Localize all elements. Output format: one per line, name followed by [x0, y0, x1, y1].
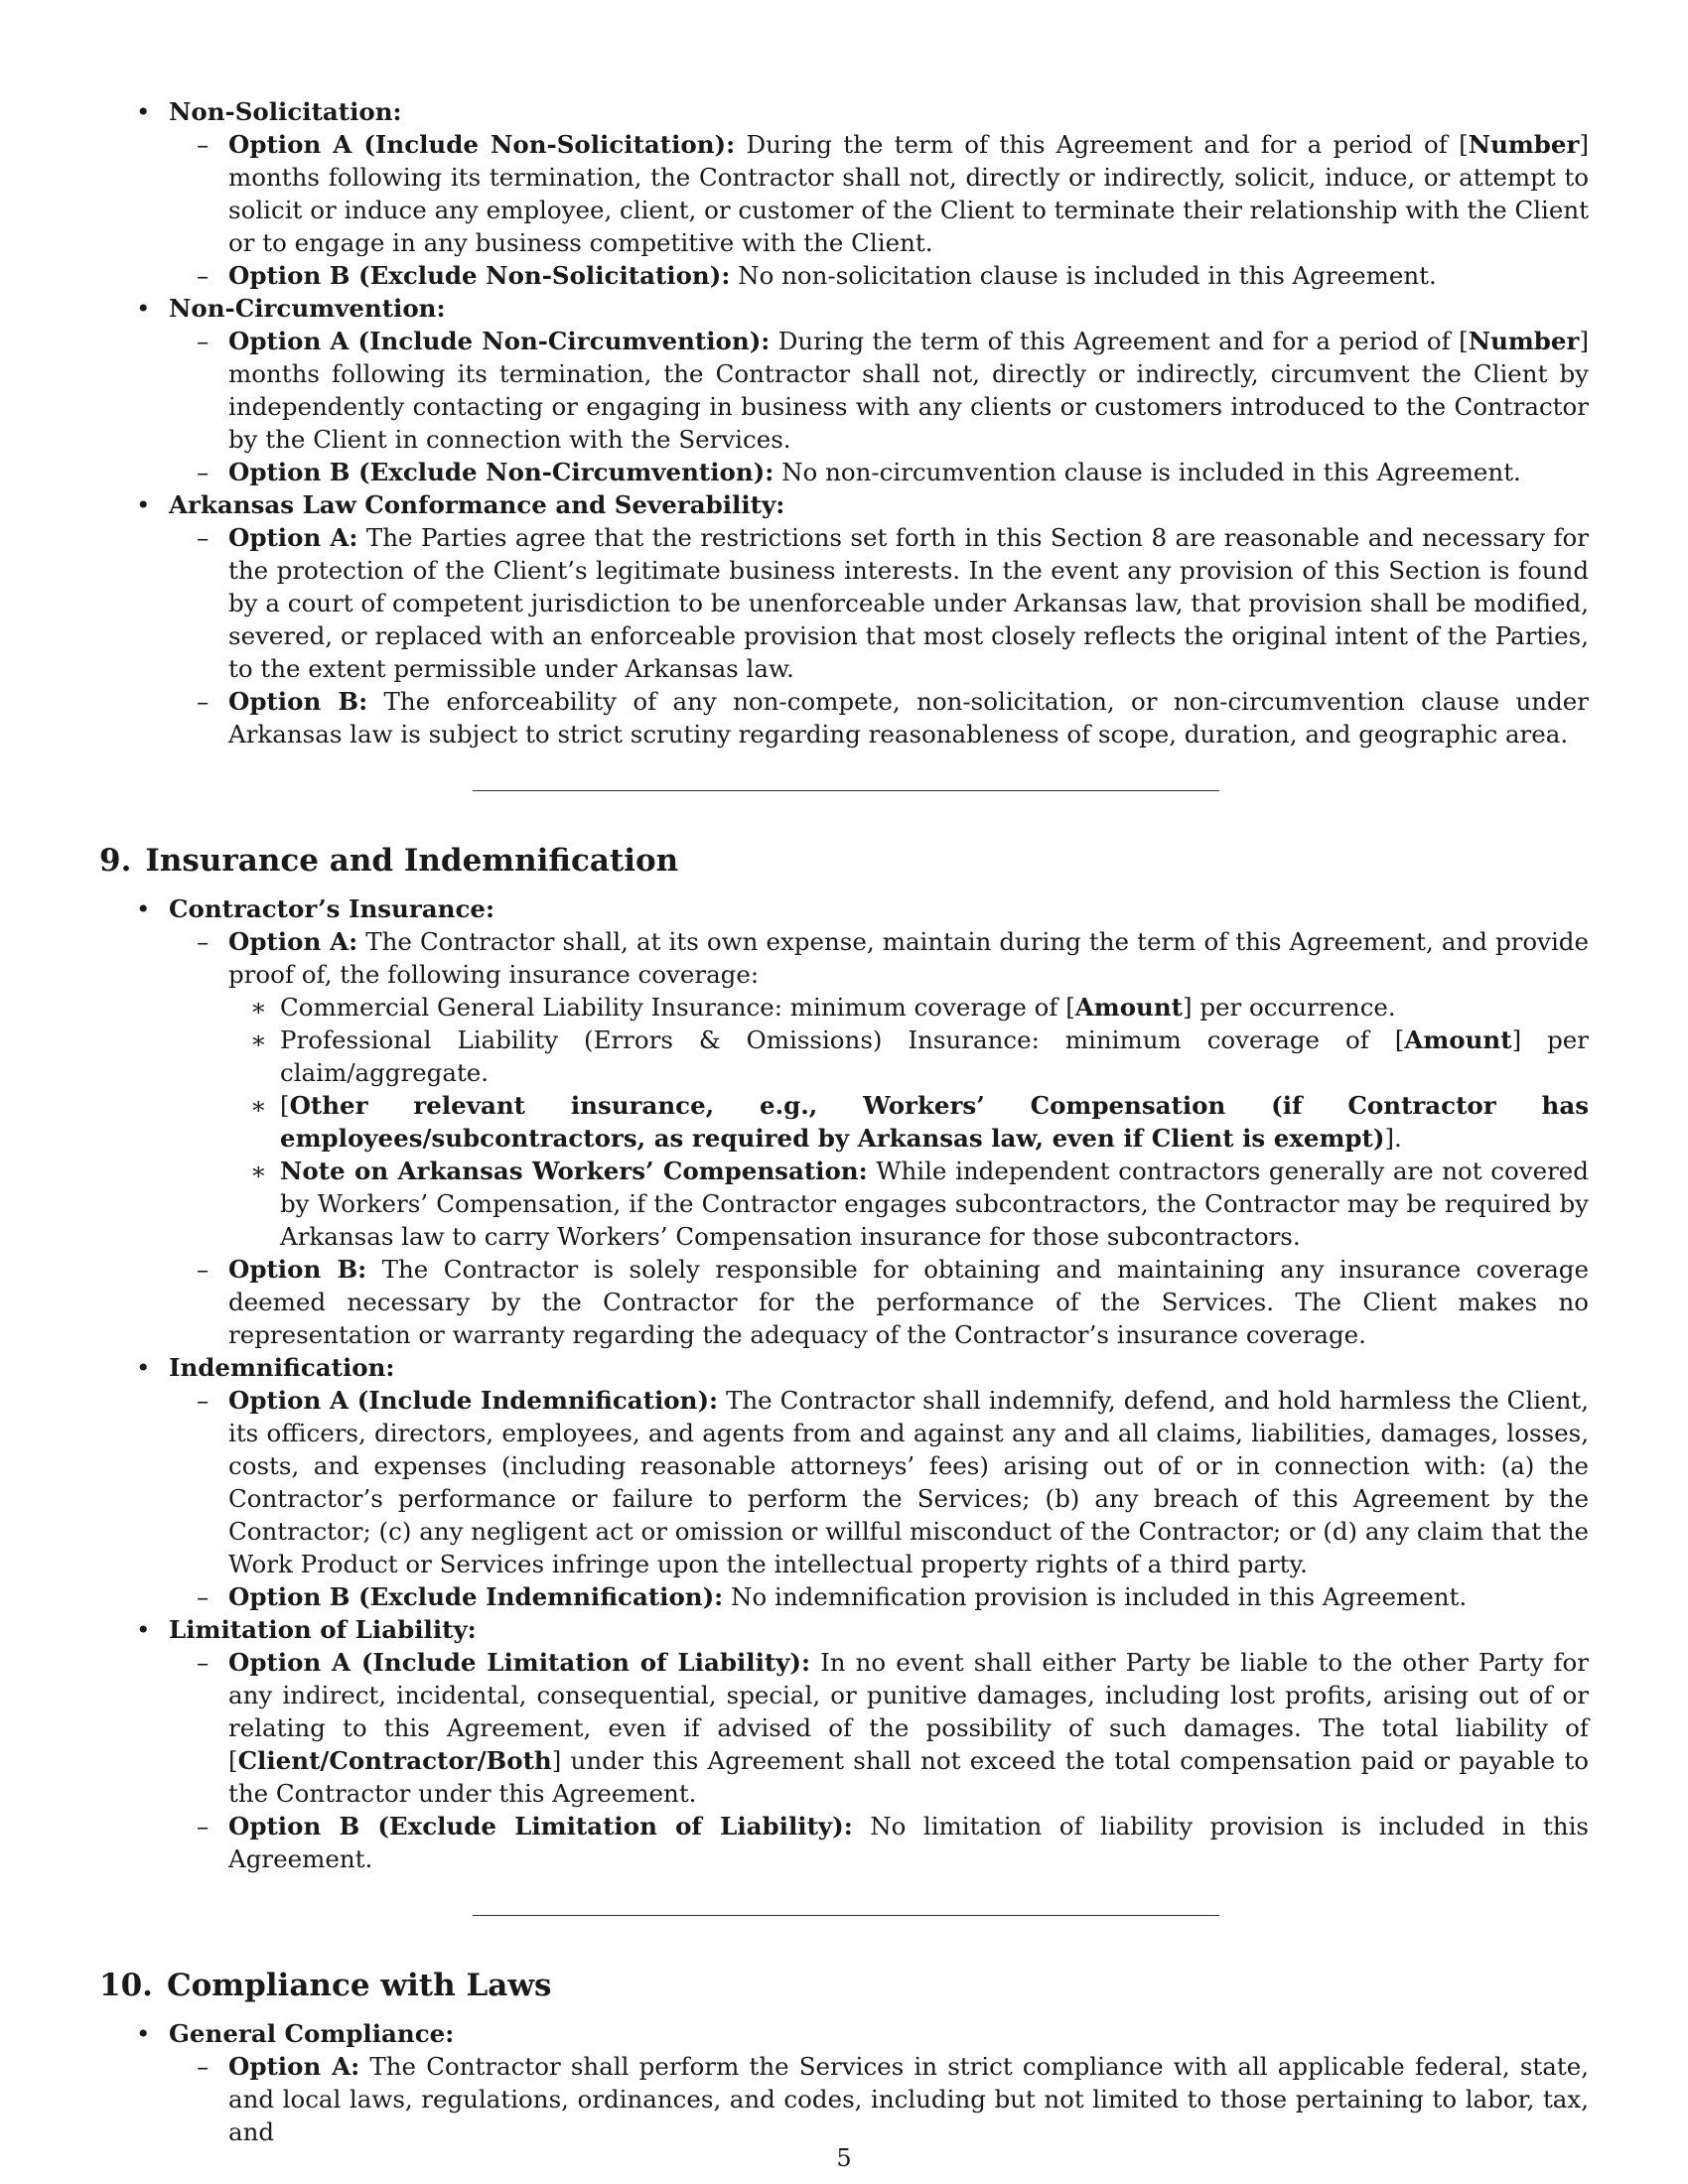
option-text: The Contractor shall perform the Services in strict compliance with all applicable federal, state, and local laws, regulations, ordinances, and codes, including but not limited to those pertaining to labor, tax, and — [228, 2052, 1589, 2146]
option-label: Option B (Exclude Non-Solicitation): — [228, 261, 731, 290]
option-a-item — [99, 1384, 1589, 1580]
section-8-list — [99, 95, 1589, 751]
bullet-marker: • — [136, 294, 151, 323]
option-label: Option A (Include Non-Circumvention): — [228, 327, 771, 355]
option-label: Option A (Include Indemnification): — [228, 1386, 719, 1415]
dash-marker: – — [197, 687, 210, 716]
option-text: No limitation of liability provision is included in this Agreement. — [228, 1812, 1589, 1873]
placeholder-field: Amount — [1404, 1025, 1512, 1054]
section-number: 9. — [99, 843, 132, 879]
dash-marker: – — [197, 1255, 210, 1284]
star-marker: ∗ — [250, 1091, 267, 1120]
option-a-item — [99, 1646, 1589, 1810]
option-label: Option A: — [228, 2052, 360, 2081]
star-marker: ∗ — [250, 993, 267, 1022]
section-9-heading — [99, 841, 1589, 881]
option-text: The Contractor shall indemnify, defend, and hold harmless the Client, its officers, directors, employees, and agents from and against any and all claims, liabilities, damages, losses, costs, and expenses (including reasonable attorneys’ fees) arising out of or in connection with: (a) the Contractor’s performance or failure to perform the Services; (b) any breach of this Agreement by the Contractor; (c) any negligent act or omission or willful misconduct of the Contractor; or (d) any claim that the Work Product or Services infringe upon the intellectual property rights of a third party. — [228, 1386, 1590, 1578]
page-number: 5 — [836, 2144, 852, 2172]
placeholder-field: Number — [1468, 130, 1580, 159]
option-text: No non-solicitation clause is included in this Agreement. — [730, 261, 1437, 290]
option-label: Option B (Exclude Limitation of Liability): — [228, 1812, 853, 1841]
option-text: No indemnification provision is included in this Agreement. — [723, 1582, 1468, 1611]
placeholder-field: Other relevant insurance, e.g., Workers’ Compensation (if Contractor has employees/subcontractors, as required by Arkansas law, even if Client is exempt) — [280, 1091, 1589, 1153]
note-label: Note on Arkansas Workers’ Compensation: — [280, 1157, 868, 1185]
coverage-text: ] per occurrence. — [1183, 993, 1396, 1022]
star-marker: ∗ — [250, 1025, 267, 1054]
option-a-item — [99, 128, 1589, 259]
coverage-text: ] per claim/aggregate. — [280, 1025, 1589, 1087]
option-text: The enforceability of any non-compete, non-solicitation, or non-circumvention clause under Arkansas law is subject to strict scrutiny regarding reasonableness of scope, duration, and geographic area. — [228, 687, 1589, 749]
option-label: Option B (Exclude Indemnification): — [228, 1582, 724, 1611]
option-b-item — [99, 456, 1589, 488]
non-circumvention-title: Non-Circumvention: — [169, 294, 446, 323]
indemnification-title: Indemnification: — [169, 1353, 395, 1382]
placeholder-field: Client/Contractor/Both — [237, 1746, 552, 1775]
bullet-marker: • — [136, 1353, 151, 1382]
option-label: Option B: — [228, 687, 368, 716]
option-b-item — [99, 1253, 1589, 1351]
option-a-item — [99, 521, 1589, 685]
bullet-marker: • — [136, 894, 151, 923]
section-title: Insurance and Indemnification — [145, 843, 679, 879]
bullet-marker: • — [136, 1615, 151, 1644]
section-10-heading — [99, 1966, 1589, 2005]
option-text: The Parties agree that the restrictions set forth in this Section 8 are reasonable and necessary for the protection of the Client’s legitimate business interests. In the event any provision of this Section is found by a court of competent jurisdiction to be unenforceable under Arkansas law, that provision shall be modified, severed, or replaced with an enforceable provision that most closely reflects the original intent of the Parties, to the extent permissible under Arkansas law. — [228, 523, 1589, 683]
dash-marker: – — [197, 261, 210, 290]
option-text: ] months following its termination, the Contractor shall not, directly or indirectly, solicit, induce, or attempt to solicit or induce any employee, client, or customer of the Client to terminate their relationship with the Client or to engage in any business competitive with the Client. — [228, 130, 1589, 257]
dash-marker: – — [197, 1386, 210, 1415]
option-label: Option A: — [228, 523, 358, 552]
arkansas-law-title: Arkansas Law Conformance and Severability: — [169, 490, 785, 519]
section-10-list — [99, 2017, 1589, 2148]
coverage-item — [99, 1155, 1589, 1253]
dash-marker: – — [197, 1582, 210, 1611]
dash-marker: – — [197, 523, 210, 552]
section-9-list — [99, 892, 1589, 1875]
note-text: While independent contractors generally are not covered by Workers’ Compensation, if the Contractor engages subcontractors, the Contractor may be required by Arkansas law to carry Workers’ Compensation insurance for those subcontractors. — [280, 1157, 1589, 1251]
contractor-insurance-item — [99, 892, 1589, 1351]
option-a-item — [99, 325, 1589, 456]
option-text: During the term of this Agreement and for a period of [ — [735, 130, 1469, 159]
dash-marker: – — [197, 458, 210, 486]
option-text: The Contractor shall, at its own expense, maintain during the term of this Agreement, and provide proof of, the following insurance coverage: — [228, 927, 1589, 989]
dash-marker: – — [197, 327, 210, 355]
bullet-marker: • — [136, 97, 151, 126]
dash-marker: – — [197, 2052, 210, 2081]
option-b-item — [99, 1810, 1589, 1875]
coverage-text: ]. — [1384, 1124, 1402, 1153]
star-marker: ∗ — [250, 1157, 267, 1185]
option-label: Option A: — [228, 927, 358, 956]
option-text: No non-circumvention clause is included in this Agreement. — [774, 458, 1521, 486]
bullet-marker: • — [136, 2019, 151, 2048]
coverage-item — [99, 991, 1589, 1024]
option-b-item — [99, 259, 1589, 292]
insurance-coverage-list — [99, 991, 1589, 1253]
general-compliance-title: General Compliance: — [169, 2019, 455, 2048]
limitation-of-liability-item — [99, 1613, 1589, 1875]
indemnification-item — [99, 1351, 1589, 1613]
placeholder-field: Number — [1468, 327, 1580, 355]
coverage-item — [99, 1089, 1589, 1155]
option-a-item — [99, 2050, 1589, 2148]
coverage-text: Commercial General Liability Insurance: minimum coverage of [ — [280, 993, 1075, 1022]
option-a-item — [99, 925, 1589, 1253]
option-text: ] under this Agreement shall not exceed the total compensation paid or payable to the Contractor under this Agreement. — [228, 1746, 1589, 1808]
option-b-item — [99, 1580, 1589, 1613]
coverage-text: Professional Liability (Errors & Omissions) Insurance: minimum coverage of [ — [280, 1025, 1405, 1054]
non-circumvention-item — [99, 292, 1589, 488]
general-compliance-item — [99, 2017, 1589, 2148]
non-solicitation-item — [99, 95, 1589, 292]
placeholder-field: Amount — [1074, 993, 1183, 1022]
option-label: Option A (Include Non-Solicitation): — [228, 130, 736, 159]
dash-marker: – — [197, 130, 210, 159]
section-title: Compliance with Laws — [166, 1968, 552, 2003]
arkansas-law-item — [99, 488, 1589, 751]
option-b-item — [99, 685, 1589, 751]
option-label: Option A (Include Limitation of Liability): — [228, 1648, 811, 1677]
coverage-item — [99, 1024, 1589, 1089]
limitation-of-liability-title: Limitation of Liability: — [169, 1615, 477, 1644]
option-text: ] months following its termination, the Contractor shall not, directly or indirectly, circumvent the Client by independently contacting or engaging in business with any clients or customers introduced to the Contractor by the Client in connection with the Services. — [228, 327, 1589, 454]
option-text: The Contractor is solely responsible for obtaining and maintaining any insurance coverage deemed necessary by the Contractor for the performance of the Services. The Client makes no representation or warranty regarding the adequacy of the Contractor’s insurance coverage. — [228, 1255, 1589, 1349]
section-number: 10. — [99, 1968, 153, 2003]
option-label: Option B: — [228, 1255, 367, 1284]
option-text: During the term of this Agreement and for a period of [ — [770, 327, 1469, 355]
coverage-text: [ — [280, 1091, 290, 1120]
dash-marker: – — [197, 1812, 210, 1841]
option-label: Option B (Exclude Non-Circumvention): — [228, 458, 774, 486]
document-body — [99, 95, 1589, 2148]
non-solicitation-title: Non-Solicitation: — [169, 97, 402, 126]
option-text: In no event shall either Party be liable to the other Party for any indirect, incidental, consequential, special, or punitive damages, including lost profits, arising out of or relating to this Agreement, even if advised of the possibility of such damages. The total liability of [ — [228, 1648, 1589, 1775]
dash-marker: – — [197, 927, 210, 956]
dash-marker: – — [197, 1648, 210, 1677]
contractor-insurance-title: Contractor’s Insurance: — [169, 894, 495, 923]
bullet-marker: • — [136, 490, 151, 519]
